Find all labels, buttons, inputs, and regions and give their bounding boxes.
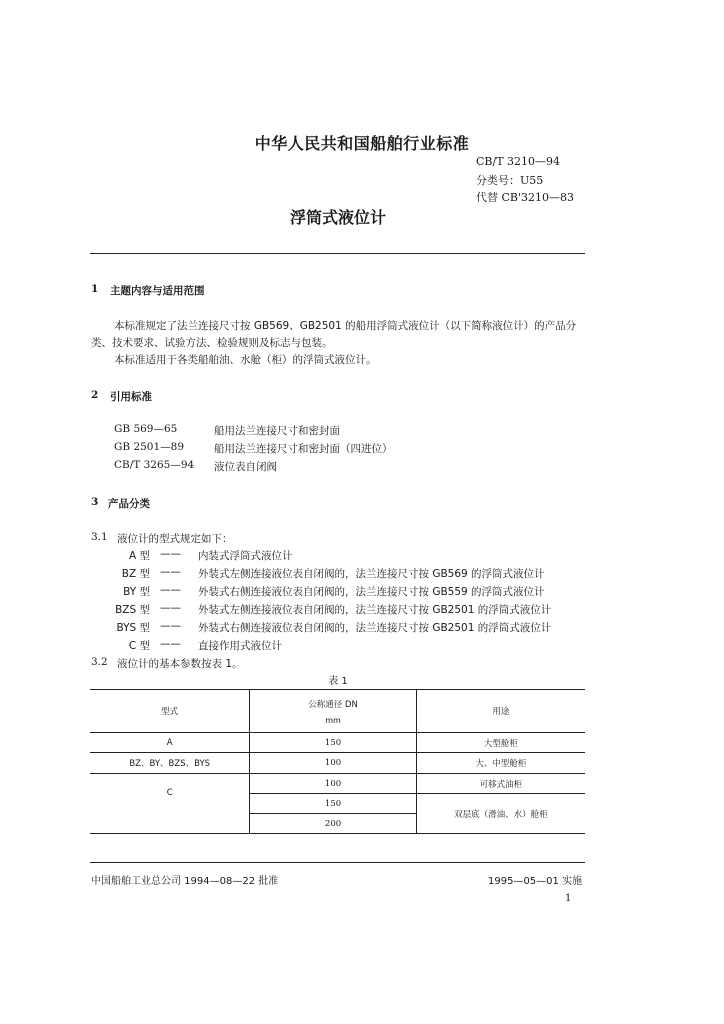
ref-code: CB/T 3265—94	[114, 459, 195, 471]
cell-use: 大、中型舱柜	[416, 753, 585, 774]
section-1-heading: 主题内容与适用范围	[110, 285, 205, 297]
type-dash: ——	[160, 620, 181, 632]
footer-rule	[90, 862, 585, 863]
cell-dn: 100	[250, 753, 416, 774]
table-row	[90, 733, 585, 753]
header-cell-type: 型式	[90, 690, 250, 733]
section-2-number: 2	[91, 389, 99, 401]
cell-dn: 150	[250, 794, 416, 814]
type-description: 外装式左侧连接液位表自闭阀的，法兰连接尺寸按 GB569 的浮筒式液位计	[198, 568, 545, 580]
standard-code: CB/T 3210—94	[476, 155, 561, 168]
type-dash: ——	[160, 584, 181, 596]
type-dash: ——	[160, 602, 181, 614]
type-code: BY 型	[123, 586, 150, 598]
type-description: 外装式右侧连接液位表自闭阀的，法兰连接尺寸按 GB559 的浮筒式液位计	[198, 586, 545, 598]
section-1-para1-line1: 本标准规定了法兰连接尺寸按 GB569、GB2501 的船用浮筒式液位计（以下简称液位计）的产品分	[114, 320, 577, 332]
cell-type: A	[90, 733, 250, 753]
effective-date: 1995—05—01 实施	[488, 876, 583, 887]
header-dn-unit: mm	[325, 715, 341, 725]
table-row	[90, 753, 585, 774]
header-cell-use: 用途	[416, 690, 585, 733]
cell-dn: 100	[250, 774, 416, 794]
table-row	[90, 774, 585, 794]
section-2-heading: 引用标准	[110, 391, 152, 403]
type-description: 外装式左侧连接液位表自闭阀的，法兰连接尺寸按 GB2501 的浮筒式液位计	[198, 604, 552, 616]
subsection-3-2-text: 液位计的基本参数按表 1。	[117, 658, 243, 670]
ref-title: 船用法兰连接尺寸和密封面	[214, 425, 340, 437]
type-dash: ——	[160, 638, 181, 650]
type-code: C 型	[128, 640, 150, 652]
type-code: BYS 型	[116, 622, 150, 634]
ref-title: 液位表自闭阀	[214, 461, 277, 473]
type-code: BZS 型	[115, 604, 150, 616]
approval-note: 中国船舶工业总公司 1994—08—22 批准	[91, 876, 279, 887]
section-3-heading: 产品分类	[108, 498, 150, 510]
cell-use: 双层底（滑油、水）舱柜	[416, 794, 585, 834]
page-number: 1	[565, 893, 572, 904]
type-code: BZ 型	[121, 568, 150, 580]
type-description: 内装式浮筒式液位计	[198, 550, 293, 562]
parameters-table	[90, 689, 585, 834]
cell-type: C	[90, 774, 250, 834]
subsection-3-1-text: 液位计的型式规定如下：	[117, 533, 233, 545]
cell-type: BZ、BY、BZS、BYS	[90, 753, 250, 774]
ref-code: GB 569—65	[114, 423, 178, 435]
classification-number: 分类号：U55	[476, 174, 544, 187]
subsection-3-2-number: 3.2	[91, 656, 108, 668]
type-description: 外装式右侧连接液位表自闭阀的，法兰连接尺寸按 GB2501 的浮筒式液位计	[198, 622, 552, 634]
type-code: A 型	[128, 550, 150, 562]
replaces-standard: 代替 CB'3210—83	[476, 191, 575, 204]
cell-dn: 150	[250, 733, 416, 753]
section-3-number: 3	[91, 496, 99, 508]
ref-code: GB 2501—89	[114, 441, 185, 453]
type-description: 直接作用式液位计	[198, 640, 282, 652]
section-1-para2: 本标准适用于各类船舶油、水舱（柜）的浮筒式液位计。	[114, 354, 377, 366]
subsection-3-1-number: 3.1	[91, 531, 108, 543]
table-header-row	[90, 690, 585, 733]
cell-use: 可移式油柜	[416, 774, 585, 794]
header-rule	[90, 253, 585, 254]
header-cell-dn	[250, 690, 416, 733]
ref-title: 船用法兰连接尺寸和密封面（四进位）	[214, 443, 393, 455]
header-dn-label: 公称通径 DN	[308, 699, 358, 710]
table-caption: 表 1	[328, 676, 348, 687]
type-dash: ——	[160, 548, 181, 560]
section-1-number: 1	[91, 283, 99, 295]
cell-dn: 200	[250, 814, 416, 834]
type-dash: ——	[160, 566, 181, 578]
cell-use: 大型舱柜	[416, 733, 585, 753]
org-title: 中华人民共和国船舶行业标准	[254, 134, 470, 153]
section-1-para1-line2: 类、技术要求、试验方法、检验规则及标志与包装。	[91, 337, 333, 349]
document-title: 浮筒式液位计	[289, 208, 386, 227]
